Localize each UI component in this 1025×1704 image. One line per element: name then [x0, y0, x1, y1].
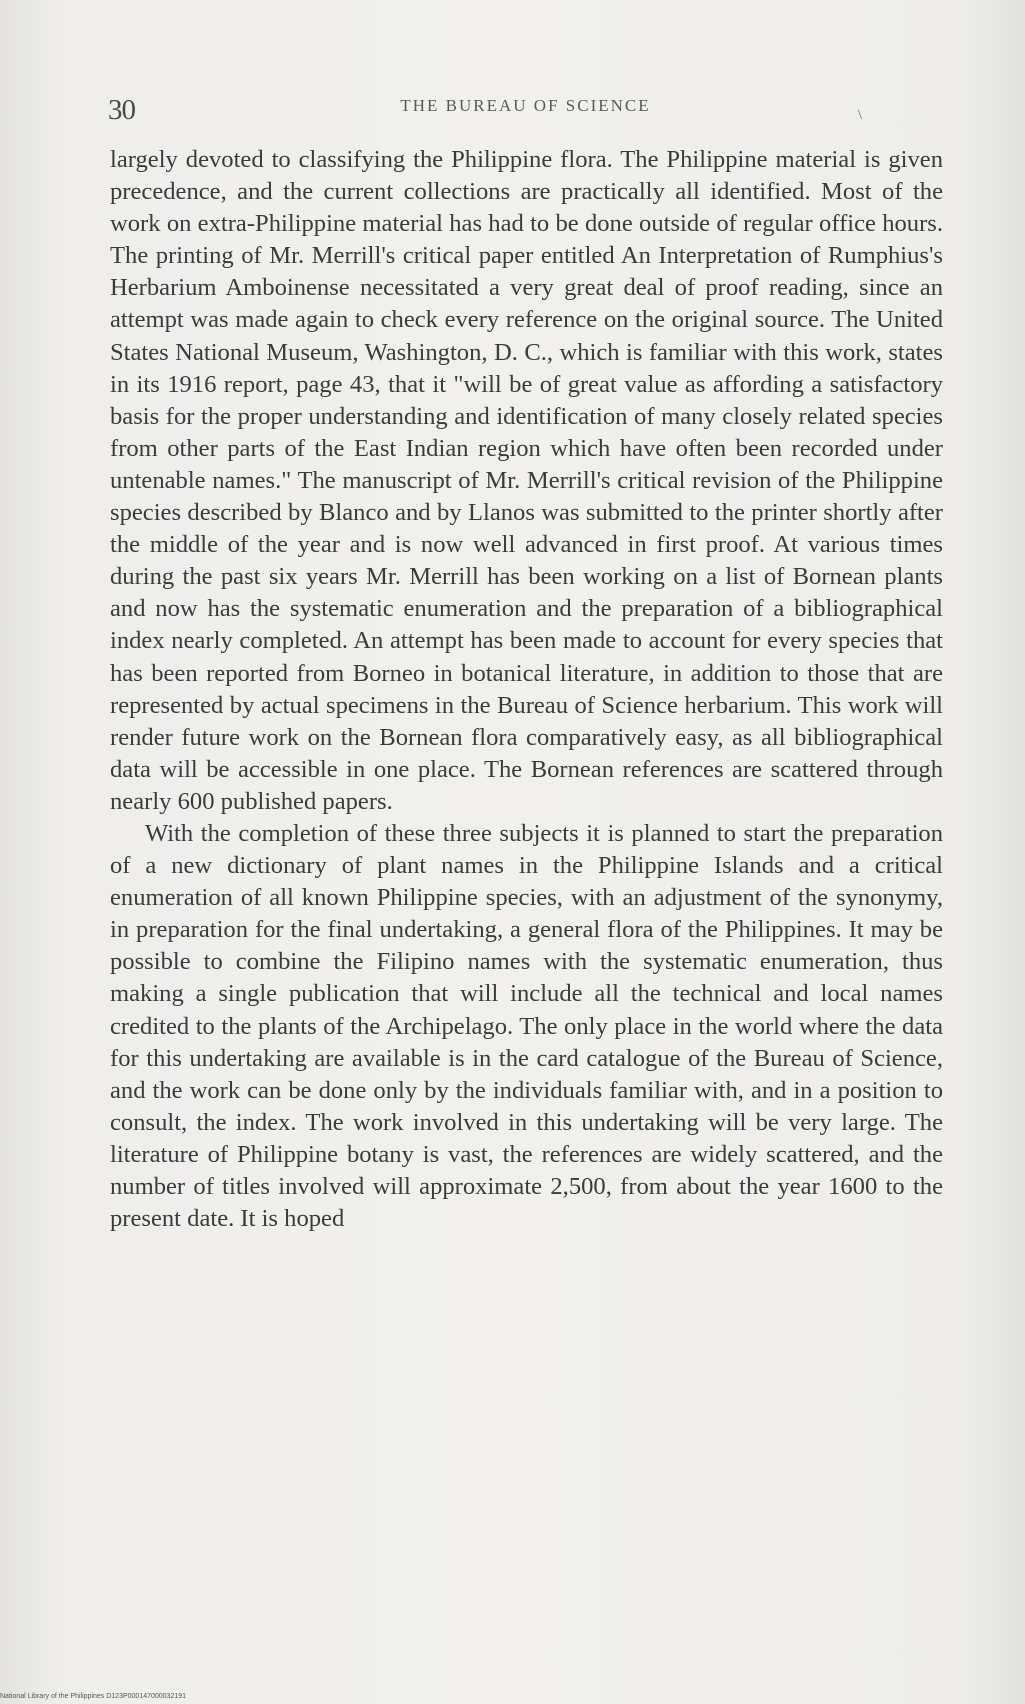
body-text	[110, 144, 943, 1235]
stray-mark: \	[858, 108, 862, 123]
paragraph-1: largely devoted to classifying the Philippine flora. The Philippine material is given precedence, and the current collections are practically all identified. Most of the work on extra-Philippine material has had to be done outside of regular office hours. The printing of Mr. Merrill's critical paper entitled An Interpretation of Rumphius's Herbarium Amboinense necessitated a very great deal of proof reading, since an attempt was made again to check every reference on the original source. The United States National Museum, Washington, D. C., which is familiar with this work, states in its 1916 report, page 43, that it "will be of great value as affording a satisfactory basis for the proper understanding and identification of many closely related species from other parts of the East Indian region which have often been recorded under untenable names." The manuscript of Mr. Merrill's critical revision of the Philippine species described by Blanco and by Llanos was submitted to the printer shortly after the middle of the year and is now well advanced in first proof. At various times during the past six years Mr. Merrill has been working on a list of Bornean plants and now has the systematic enumeration and the preparation of a bibliographical index nearly completed. An attempt has been made to account for every species that has been reported from Borneo in botanical literature, in addition to those that are represented by actual specimens in the Bureau of Science herbarium. This work will render future work on the Bornean flora comparatively easy, as all bibliographical data will be accessible in one place. The Bornean references are scattered through nearly 600 published papers.	[110, 146, 943, 815]
running-head: THE BUREAU OF SCIENCE	[400, 96, 651, 115]
library-watermark: National Library of the Philippines D123P000147000032191	[0, 1693, 187, 1700]
page-header	[108, 88, 943, 128]
page-number: 30	[108, 94, 135, 126]
paragraph-2: With the completion of these three subjects it is planned to start the preparation of a new dictionary of plant names in the Philippine Islands and a critical enumeration of all known Philippine species, with an adjustment of the synonymy, in preparation for the final undertaking, a general flora of the Philippines. It may be possible to combine the Filipino names with the systematic enumeration, thus making a single publication that will include all the technical and local names credited to the plants of the Archipelago. The only place in the world where the data for this undertaking are available is in the card catalogue of the Bureau of Science, and the work can be done only by the individuals familiar with, and in a position to consult, the index. The work involved in this undertaking will be very large. The literature of Philippine botany is vast, the references are widely scattered, and the number of titles involved will approximate 2,500, from about the year 1600 to the present date. It is hoped	[110, 819, 943, 1233]
